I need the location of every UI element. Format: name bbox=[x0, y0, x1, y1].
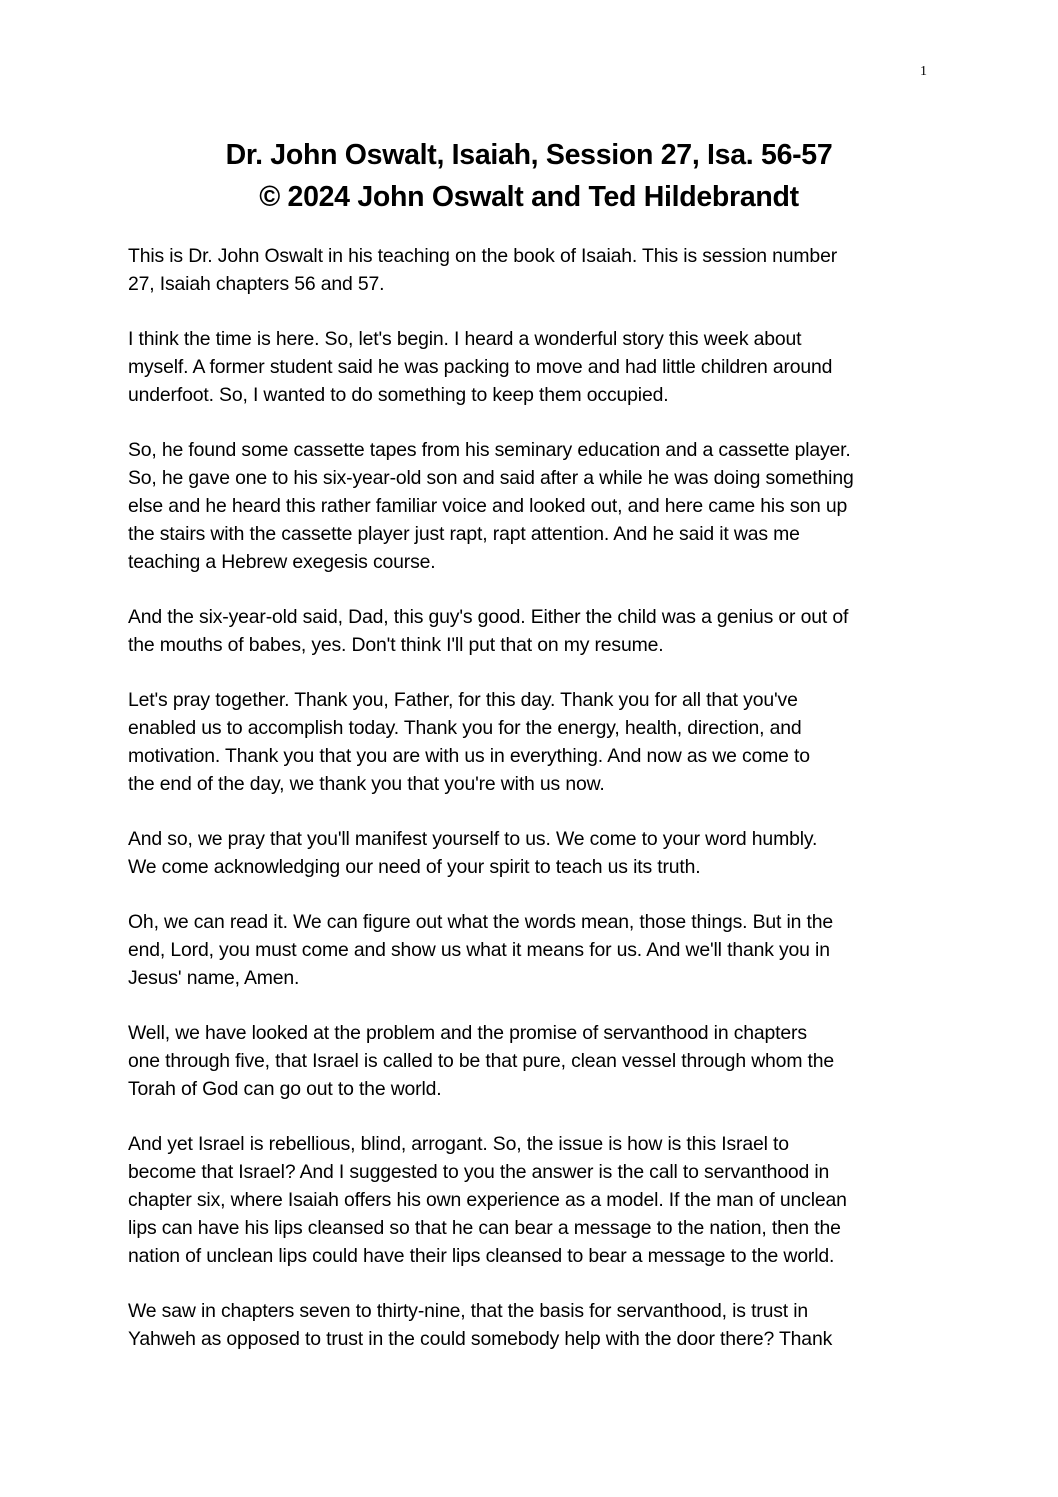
paragraph bbox=[128, 242, 930, 298]
text-line: the end of the day, we thank you that you're with us now. bbox=[128, 773, 605, 795]
text-line: one through five, that Israel is called to be that pure, clean vessel through whom the bbox=[128, 1050, 835, 1072]
text-line: nation of unclean lips could have their lips cleansed to bear a message to the world. bbox=[128, 1245, 835, 1267]
text-line: And so, we pray that you'll manifest yourself to us. We come to your word humbly. bbox=[128, 828, 818, 850]
paragraph bbox=[128, 603, 930, 659]
text-line: I think the time is here. So, let's begin. I heard a wonderful story this week about bbox=[128, 328, 802, 350]
paragraph bbox=[128, 1019, 930, 1103]
text-line: enabled us to accomplish today. Thank you for the energy, health, direction, and bbox=[128, 717, 802, 739]
text-line: Jesus' name, Amen. bbox=[128, 967, 300, 989]
text-line: And yet Israel is rebellious, blind, arrogant. So, the issue is how is this Israel to bbox=[128, 1133, 789, 1155]
page-number: 1 bbox=[920, 64, 927, 79]
paragraph bbox=[128, 1130, 930, 1270]
document-title bbox=[128, 134, 930, 218]
text-line: the mouths of babes, yes. Don't think I'll put that on my resume. bbox=[128, 634, 664, 656]
text-line: We come acknowledging our need of your spirit to teach us its truth. bbox=[128, 856, 701, 878]
text-line: Yahweh as opposed to trust in the could somebody help with the door there? Thank bbox=[128, 1328, 833, 1350]
paragraph bbox=[128, 325, 930, 409]
text-line: become that Israel? And I suggested to you the answer is the call to servanthood in bbox=[128, 1161, 830, 1183]
text-line: Let's pray together. Thank you, Father, for this day. Thank you for all that you've bbox=[128, 689, 798, 711]
paragraph bbox=[128, 436, 930, 576]
text-line: Well, we have looked at the problem and the promise of servanthood in chapters bbox=[128, 1022, 807, 1044]
text-line: underfoot. So, I wanted to do something to keep them occupied. bbox=[128, 384, 669, 406]
text-line: 27, Isaiah chapters 56 and 57. bbox=[128, 273, 385, 295]
paragraph bbox=[128, 686, 930, 798]
paragraph bbox=[128, 825, 930, 881]
text-line: So, he gave one to his six-year-old son and said after a while he was doing something bbox=[128, 467, 854, 489]
text-line: end, Lord, you must come and show us what it means for us. And we'll thank you in bbox=[128, 939, 830, 961]
text-line: motivation. Thank you that you are with us in everything. And now as we come to bbox=[128, 745, 810, 767]
title-line-1: Dr. John Oswalt, Isaiah, Session 27, Isa. 56-57 bbox=[225, 139, 833, 171]
paragraph bbox=[128, 1297, 930, 1353]
text-line: else and he heard this rather familiar voice and looked out, and here came his son up bbox=[128, 495, 848, 517]
document-body bbox=[128, 242, 930, 1380]
text-line: teaching a Hebrew exegesis course. bbox=[128, 551, 436, 573]
text-line: chapter six, where Isaiah offers his own experience as a model. If the man of unclean bbox=[128, 1189, 847, 1211]
text-line: myself. A former student said he was packing to move and had little children around bbox=[128, 356, 833, 378]
text-line: This is Dr. John Oswalt in his teaching on the book of Isaiah. This is session number bbox=[128, 245, 838, 267]
text-line: And the six-year-old said, Dad, this guy's good. Either the child was a genius or out of bbox=[128, 606, 849, 628]
text-line: Oh, we can read it. We can figure out what the words mean, those things. But in the bbox=[128, 911, 834, 933]
text-line: So, he found some cassette tapes from his seminary education and a cassette player. bbox=[128, 439, 851, 461]
title-line-2: © 2024 John Oswalt and Ted Hildebrandt bbox=[259, 181, 799, 213]
paragraph bbox=[128, 908, 930, 992]
text-line: Torah of God can go out to the world. bbox=[128, 1078, 442, 1100]
text-line: We saw in chapters seven to thirty-nine, that the basis for servanthood, is trust in bbox=[128, 1300, 809, 1322]
text-line: lips can have his lips cleansed so that he can bear a message to the nation, then the bbox=[128, 1217, 841, 1239]
text-line: the stairs with the cassette player just rapt, rapt attention. And he said it was me bbox=[128, 523, 800, 545]
